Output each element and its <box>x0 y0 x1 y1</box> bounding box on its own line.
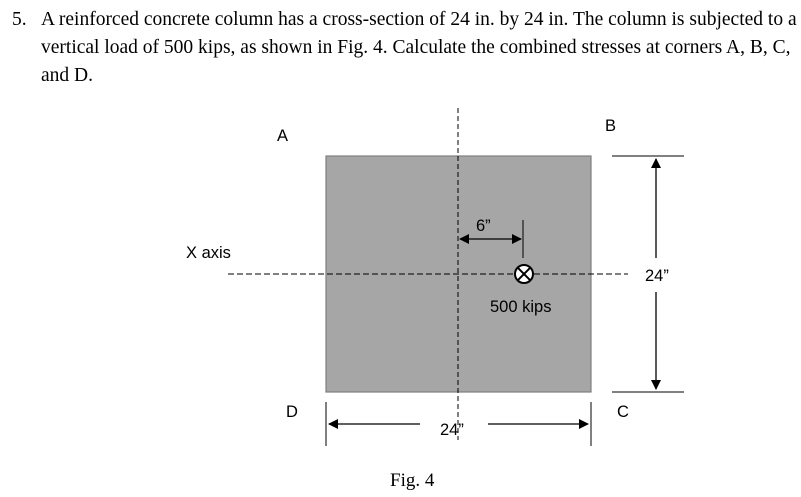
eccentricity-label: 6” <box>476 217 491 235</box>
load-label: 500 kips <box>490 298 552 316</box>
corner-b-label: B <box>605 117 617 135</box>
problem-text: A reinforced concrete column has a cross-section of 24 in. by 24 in. The column is subjected to a vertical load of 500 kips, as shown in Fig. 4. Calculate the combined stresses at corners A, B, C, and D. <box>41 9 797 86</box>
height-label: 24” <box>645 267 669 285</box>
corner-a-label: A <box>277 127 289 145</box>
figure-caption: Fig. 4 <box>390 470 435 491</box>
corner-d-label: D <box>286 403 298 421</box>
width-label: 24” <box>440 421 464 439</box>
corner-c-label: C <box>617 403 629 421</box>
x-axis-label: X axis <box>186 244 231 262</box>
problem-number: 5. <box>12 9 27 30</box>
load-point-icon <box>515 265 533 283</box>
